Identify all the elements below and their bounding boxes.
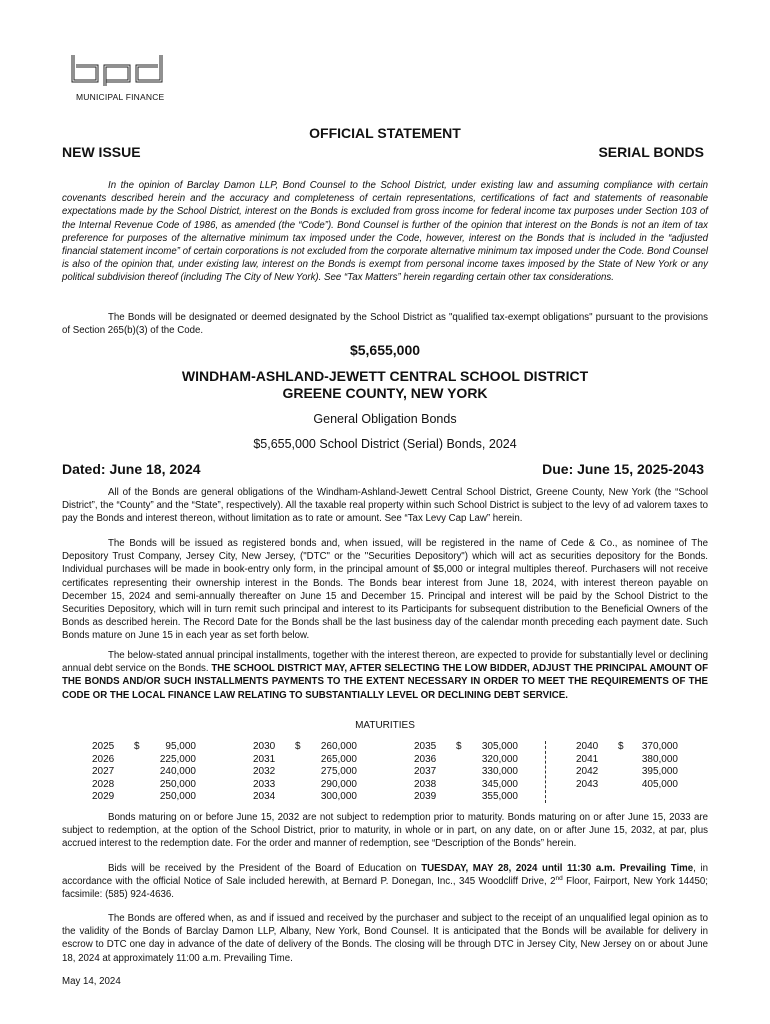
bond-type: General Obligation Bonds: [313, 412, 457, 426]
maturity-column-1: [92, 741, 196, 804]
maturity-row: 2039 355,000: [414, 791, 518, 803]
maturity-row: 2034 300,000: [253, 791, 357, 803]
new-issue-label: NEW ISSUE: [62, 144, 141, 160]
document-date: May 14, 2024: [62, 976, 121, 987]
maturity-row: 2026 225,000: [92, 753, 196, 765]
maturity-column-2: [253, 741, 357, 804]
maturity-row: 2041 380,000: [576, 753, 678, 765]
registration-paragraph: [62, 537, 708, 643]
maturity-row: 2036 320,000: [414, 753, 518, 765]
maturity-row: 2032 275,000: [253, 766, 357, 778]
issuer-county: GREENE COUNTY, NEW YORK: [282, 385, 488, 401]
delivery-paragraph: [62, 912, 708, 965]
maturity-column-4: [576, 741, 678, 791]
maturity-row: 2040 $ 370,000: [576, 741, 678, 752]
logo-text: MUNICIPAL FINANCE: [76, 92, 165, 102]
maturity-row: 2037 330,000: [414, 766, 518, 778]
registration-text: The Bonds will be issued as registered bonds and, when issued, will be registered in the name of Cede & Co., as nominee of The Depository Trust Company, Jersey City, New Jersey, ("DTC" or the "Securities Depository") which will act as securities depository for the Bonds. Individual purchases will be made in book-entry only form, in the principal amount of $5,000 or integral multiples thereof. Purchasers will not receive certificates representing their ownership interest in the Bonds. The Bonds bear interest from June 18, 2024, with interest thereon payable on December 15, 2024 and semi-annually thereafter on June 15 and December 15. Principal and interest will be paid by the School District to the Securities Depository, which will in turn remit such principal and interest to its Participants for subsequent distribution to the Beneficial Owners of the Bonds as described herein. The Record Date for the Bonds shall be the last business day of the calendar month preceding each payment date. Such Bonds mature on June 15 in each year as set forth below.: [62, 538, 708, 642]
maturity-row: 2031 265,000: [253, 753, 357, 765]
due-label: Due: June 15, 2025-2043: [542, 461, 704, 477]
installments-paragraph: [62, 649, 708, 702]
maturity-row: 2025 $ 95,000: [92, 741, 196, 752]
maturity-row: 2033 290,000: [253, 778, 357, 790]
designation-paragraph: [62, 311, 708, 337]
bpd-logo-mark: [70, 52, 166, 88]
redemption-paragraph: [62, 811, 708, 851]
tax-opinion-text: In the opinion of Barclay Damon LLP, Bond Counsel to the School District, under existing law and assuming compliance with certain covenants described herein and the accuracy and completeness of certain representations, certifications of fact and statements of reasonable expectations made by the School District, interest on the Bonds is excluded from gross income for federal income tax purposes under Section 103 of the Internal Revenue Code of 1986, as amended (the “Code”). Bond Counsel is further of the opinion that interest on the Bonds is not an item of tax preference for purposes of the alternative minimum tax imposed under the Code, however, interest on the Bonds that is included in the “adjusted financial statement income” of certain corporations is not excluded from the corporate alternative minimum tax imposed under the Code. Bond Counsel is also of the opinion that, under existing law, interest on the Bonds is exempt from personal income taxes imposed by the State of New York or any political subdivision thereof (including The City of New York). See “Tax Matters” herein regarding certain other tax considerations.: [62, 180, 708, 284]
bond-amount: $5,655,000: [349, 342, 421, 358]
maturity-row: 2029 250,000: [92, 791, 196, 803]
obligations-text: All of the Bonds are general obligations of the Windham-Ashland-Jewett Central School District, Greene County, New York (the “School District”, the “County” and the “State”, respectively). All the taxable real property within such School District is subject to the levy of ad valorem taxes to pay the Bonds and interest thereon, without limitation as to rate or amount. See “Tax Levy Cap Law” herein.: [62, 487, 708, 525]
maturity-column-divider: [545, 741, 546, 803]
maturity-row: 2043 405,000: [576, 778, 678, 790]
maturity-row: 2027 240,000: [92, 766, 196, 778]
bpd-logo: [70, 52, 170, 102]
installments-text: The below-stated annual principal installments, together with the interest thereon, are expected to provide for substantially level or declining annual debt service on the Bonds.: [62, 650, 708, 675]
obligations-paragraph: [62, 486, 708, 526]
maturity-column-3: [414, 741, 518, 804]
delivery-text: The Bonds are offered when, as and if issued and received by the purchaser and subject to the receipt of an unqualified legal opinion as to the validity of the Bonds of Barclay Damon LLP, Albany, New York, Bond Counsel. It is anticipated that the Bonds will be available for delivery in escrow to DTC one day in advance of the date of delivery of the Bonds. The closing will be through DTC in Jersey City, New Jersey on or about June 18, 2024 at approximately 11:00 a.m. Prevailing Time.: [62, 913, 708, 964]
maturity-row: 2030 $ 260,000: [253, 741, 357, 752]
tax-opinion-paragraph: [62, 179, 708, 285]
dates-row: [62, 461, 704, 477]
installments-bold-text: THE SCHOOL DISTRICT MAY, AFTER SELECTING THE LOW BIDDER, ADJUST THE PRINCIPAL AMOUNT OF THE BONDS AND/OR SUCH INSTALLMENTS PAYMENTS TO THE EXTENT NECESSARY IN ORDER TO MEET THE REQUIREMENTS OF THE CODE OR THE LOCAL FINANCE LAW RELATING TO SUBSTANTIALLY LEVEL OR DECLINING DEBT SERVICE.: [62, 663, 708, 701]
dated-label: Dated: June 18, 2024: [62, 461, 201, 477]
bids-paragraph: Bids will be received by the President of the Board of Education on TUESDAY, MAY 28, 2024 until 11:30 a.m. Prevailing Time, in accordance with the official Notice of Sale included herewith, at Bernard P. Donegan, Inc., 345 Woodcliff Drive, 2nd Floor, Fairport, New York 14450; facsimile: (585) 924-4636.: [62, 863, 708, 901]
bid-deadline: TUESDAY, MAY 28, 2024 until 11:30 a.m. Prevailing Time: [421, 863, 694, 874]
maturity-row: 2042 395,000: [576, 766, 678, 778]
maturities-title: MATURITIES: [355, 720, 415, 731]
bond-series: $5,655,000 School District (Serial) Bonds, 2024: [253, 437, 517, 451]
maturity-row: 2028 250,000: [92, 778, 196, 790]
official-statement-title: OFFICIAL STATEMENT: [309, 125, 461, 141]
maturity-row: 2038 345,000: [414, 778, 518, 790]
serial-bonds-label: SERIAL BONDS: [598, 144, 704, 160]
redemption-text: Bonds maturing on or before June 15, 2032 are not subject to redemption prior to maturity. Bonds maturing on or after June 15, 2033 are subject to redemption, at the option of the School District, prior to maturity, in whole or in part, on any date, on or after June 15, 2032, at par, plus accrued interest to the redemption date. For the order and manner of redemption, see “Description of the Bonds” herein.: [62, 812, 708, 850]
issue-labels-row: [62, 144, 704, 160]
designation-text: The Bonds will be designated or deemed designated by the School District as "qualified tax-exempt obligations" pursuant to the provisions of Section 265(b)(3) of the Code.: [62, 312, 708, 337]
maturity-row: 2035 $ 305,000: [414, 741, 518, 752]
issuer-name: WINDHAM-ASHLAND-JEWETT CENTRAL SCHOOL DISTRICT: [181, 368, 589, 384]
